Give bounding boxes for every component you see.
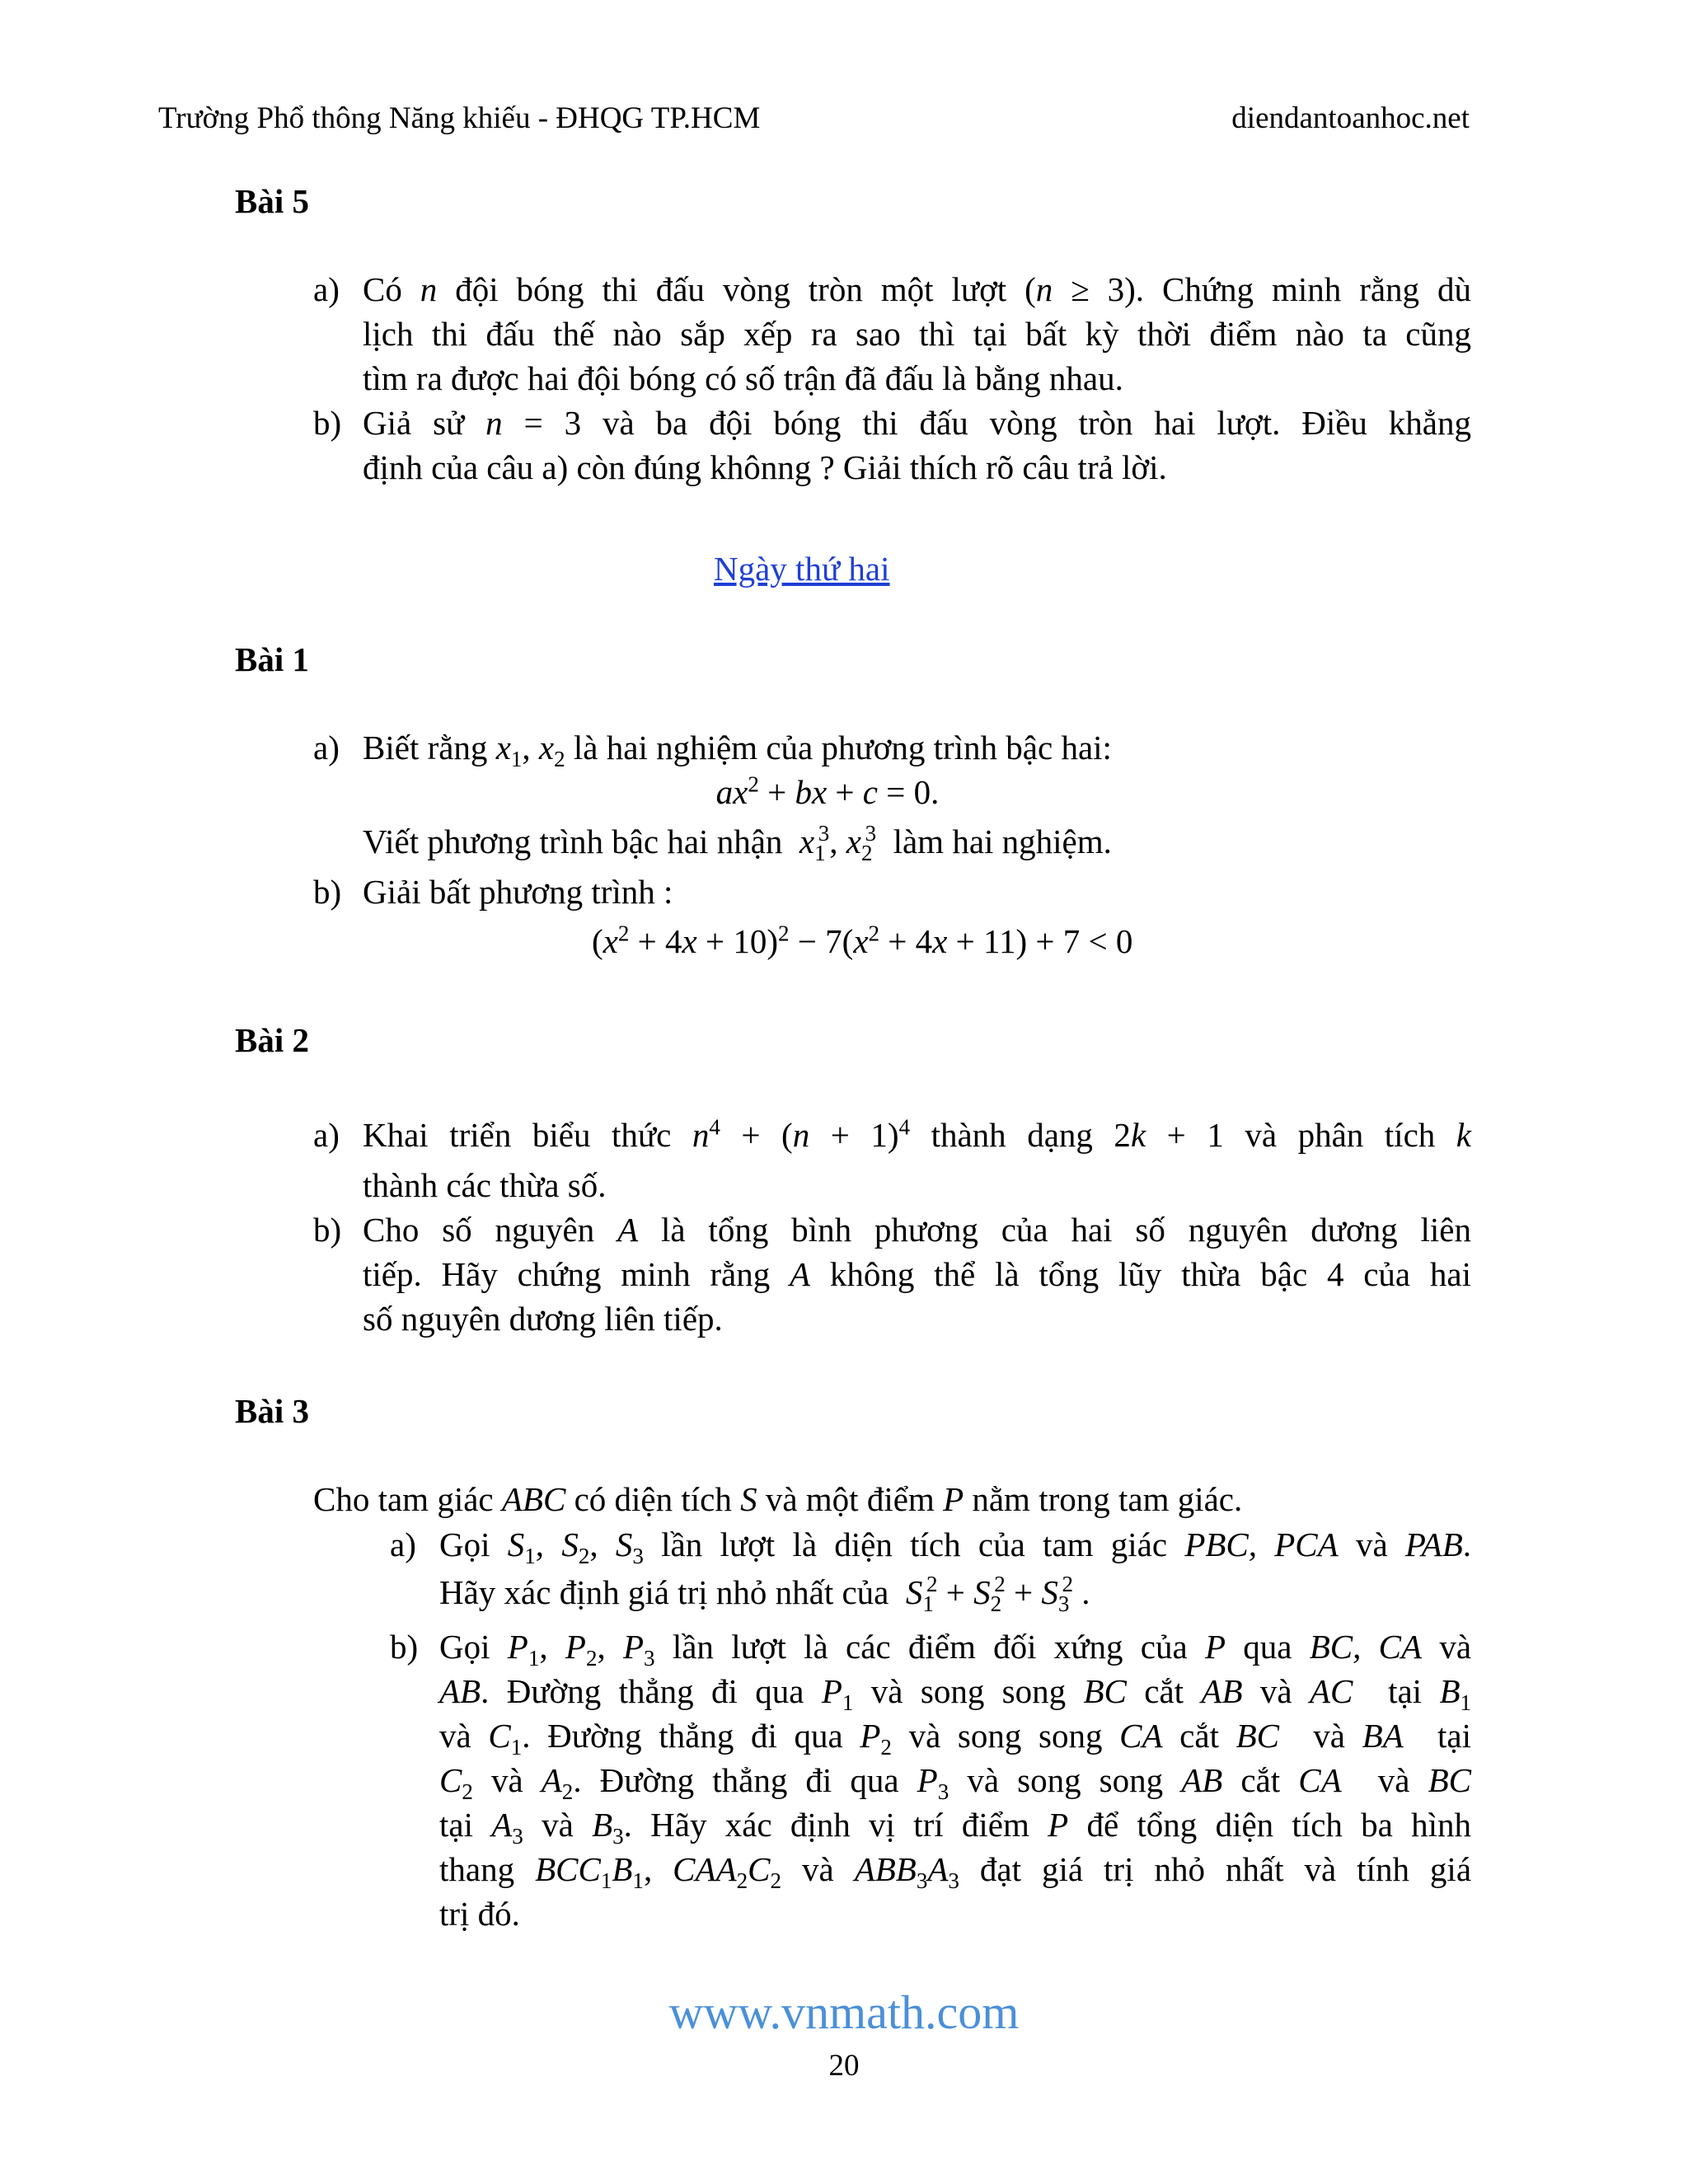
bai2-b-line-1: Cho số nguyên A là tổng bình phương của hai số nguyên dương liên [363,1211,1472,1249]
bai5-title: Bài 5 [235,182,309,220]
footer-url[interactable]: www.vnmath.com [668,1985,1020,2039]
bai3-a-line-2: Hãy xác định giá trị nhỏ nhất của $S_1^2 + S_2^2 + S_3^2$ . [439,1572,1090,1617]
bai5-b-label: b) [313,404,342,442]
bai1-a-line-2: Viết phương trình bậc hai nhận $x_1^3$, $x_2^3$ làm hai nghiệm. [363,821,1112,866]
bai1-title: Bài 1 [235,640,309,678]
bai2-b-line-3: số nguyên dương liên tiếp. [363,1300,723,1338]
bai1-b-label: b) [313,873,342,911]
bai2-title: Bài 2 [235,1021,309,1059]
bai5-a-line-3: tìm ra được hai đội bóng có số trận đã đấu là bằng nhau. [363,359,1123,397]
bai3-b-line-3: và $C_1$. Đường thẳng đi qua $P_2$ và song song CA cắt BC và BA tại [439,1717,1471,1760]
bai2-a-line-2: thành các thừa số. [363,1166,607,1204]
bai1-a-label: a) [313,729,340,766]
bai1-a-line-1: Biết rằng $x_1$, $x_2$ là hai nghiệm của phương trình bậc hai: [363,729,1112,772]
bai2-b-label: b) [313,1211,342,1249]
bai3-intro: Cho tam giác ABC có diện tích S và một điểm P nằm trong tam giác. [313,1480,1243,1518]
bai3-b-line-1: Gọi $P_1$, $P_2$, $P_3$ lần lượt là các điểm đối xứng của P qua BC, CA và [439,1628,1472,1671]
bai3-b-line-2: AB. Đường thẳng đi qua $P_1$ và song song BC cắt AB và AC tại $B_1$ [439,1672,1472,1716]
bai5-a-line-1: Có n đội bóng thi đấu vòng tròn một lượt (n ≥ 3). Chứng minh rằng dù [363,270,1471,308]
bai3-b-line-6: thang $BCC_1B_1$, $CAA_2C_2$ và $ABB_3A_3$ đạt giá trị nhỏ nhất và tính giá [439,1850,1472,1894]
bai5-b-line-1: Giả sử n = 3 và ba đội bóng thi đấu vòng tròn hai lượt. Điều khẳng [363,404,1472,442]
bai2-a-label: a) [313,1116,340,1154]
header-site: diendantoanhoc.net [1231,101,1470,135]
bai3-b-label: b) [390,1628,419,1666]
day-two-link[interactable]: Ngày thứ hai [714,550,890,588]
bai3-a-label: a) [390,1526,416,1563]
page-number: 20 [828,2049,860,2083]
bai5-a-line-2: lịch thi đấu thế nào sắp xếp ra sao thì tại bất kỳ thời điểm nào ta cũng [363,315,1471,353]
bai1-b-equation: $(x^2 + 4x + 10)^2 - 7(x^2 + 4x + 11) + 7 < 0$ [592,921,1133,960]
bai3-b-line-7: trị đó. [439,1895,520,1933]
bai5-b-line-2: định của câu a) còn đúng khônng ? Giải thích rõ câu trả lời. [363,448,1167,486]
bai5-a-label: a) [313,270,340,308]
bai1-a-equation: $ax^2$ + bx + c = 0. [715,771,940,811]
header-school: Trường Phổ thông Năng khiếu - ĐHQG TP.HCM [158,101,761,135]
bai3-b-line-4: $C_2$ và $A_2$. Đường thẳng đi qua $P_3$ và song song AB cắt CA và BC [439,1761,1471,1805]
bai3-a-line-1: Gọi $S_1$, $S_2$, $S_3$ lần lượt là diện tích của tam giác PBC, PCA và PAB. [439,1526,1472,1569]
bai3-b-line-5: tại $A_3$ và $B_3$. Hãy xác định vị trí điểm P để tổng diện tích ba hình [439,1806,1472,1849]
bai3-title: Bài 3 [235,1392,309,1430]
bai1-b-line-1: Giải bất phương trình : [363,873,673,911]
bai2-b-line-2: tiếp. Hãy chứng minh rằng A không thể là tổng lũy thừa bậc 4 của hai [363,1255,1471,1293]
bai2-a-line-1: Khai triển biểu thức $n^4 + (n + 1)^4$ thành dạng 2k + 1 và phân tích k [363,1114,1471,1154]
